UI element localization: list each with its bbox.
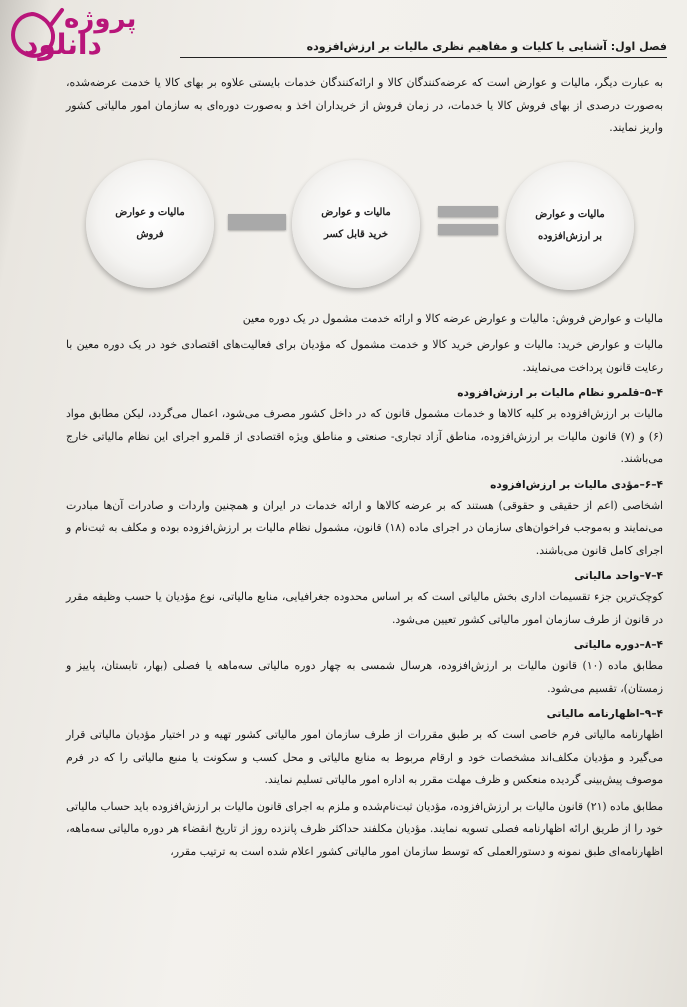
vat-label-1: مالیات و عوارض	[535, 208, 605, 220]
section-tax-period-paragraph: مطابق ماده (۱۰) قانون مالیات بر ارزش‌افزوده، هرسال شمسی به چهار دوره مالیاتی سه‌ماهه یا فصلی (بهار، تابستان، پاییز و زمستان)، تقسیم می‌شود.	[66, 659, 663, 695]
section-heading-tax-period: ۴–۸–دوره مالیاتی	[573, 639, 663, 651]
logo-text-bottom: دانلود	[24, 28, 102, 61]
equals-sign-top-bar-icon	[438, 206, 498, 217]
section-taxpayer-paragraph: اشخاصی (اعم از حقیقی و حقوقی) هستند که بر عرضه کالاها و ارائه خدمات در ایران و همچنین واردات و صادرات آن‌ها مبادرت می‌نمایند و به‌موجب فراخوان‌های سازمان در اجرای ماده (۱۸) قانون، مشمول نظام مالیات بر ارزش‌افزوده بوده و مکلف به ثبت‌نام و اجرای کامل قانون می‌باشند.	[66, 498, 663, 557]
sales-tax-label-1: مالیات و عوارض	[115, 206, 185, 218]
section-scope-paragraph: مالیات بر ارزش‌افزوده بر کلیه کالاها و خدمات مشمول قانون که در داخل کشور مصرف می‌شود، اعمال می‌گردد، لیکن مطابق مواد (۶) و (۷) قانون مالیات بر ارزش‌افزوده، مناطق آزاد تجاری- صنعتی و مناطق ویژه اقتصادی از قلمرو اجرای این نظام مالیاتی خارج می‌باشند.	[66, 407, 663, 465]
purchase-tax-definition: مالیات و عوارض خرید: مالیات و عوارض خرید کالا و خدمت مشمول که مؤدیان برای فعالیت‌های اقتصادی خود در یک دوره معین با رعایت قانون پرداخت می‌نمایند.	[66, 338, 663, 374]
minus-sign-icon	[228, 214, 286, 230]
section-tax-return-paragraph-2: مطابق ماده (۲۱) قانون مالیات بر ارزش‌افزوده، مؤدیان ثبت‌نام‌شده و ملزم به اجرای قانون مالیات بر ارزش‌افزوده باید حساب مالیاتی خود را از طریق ارائه اظهارنامه فصلی تسویه نمایند. مؤدیان مکلفند حداکثر ظرف پانزده روز از تاریخ انقضاء هر دوره مالیاتی سه‌ماهه، اظهارنامه‌ای طبق نمونه و دستورالعملی که توسط سازمان امور مالیاتی کشور اعلام شده است به ترتیب مقرر،	[66, 799, 663, 858]
sales-tax-label-2: فروش	[136, 228, 164, 240]
site-logo	[4, 2, 164, 68]
page-content	[66, 72, 663, 867]
chapter-header: فصل اول: آشنایی با کلیات و مفاهیم نظری مالیات بر ارزش‌افزوده	[180, 40, 667, 58]
section-heading-tax-return: ۴–۹–اظهارنامه مالیاتی	[546, 708, 663, 720]
logo-text-top: پروژه	[64, 4, 137, 34]
equals-sign-bottom-bar-icon	[438, 224, 498, 235]
vat-label-2: بر ارزش‌افزوده	[537, 230, 603, 242]
section-heading-scope: ۴–۵–قلمرو نظام مالیات بر ارزش‌افزوده	[457, 387, 663, 399]
section-tax-return-paragraph-1: اظهارنامه مالیاتی فرم خاصی است که بر طبق مقررات از طرف سازمان امور مالیاتی کشور تهیه و در اختیار مؤدیان مالیاتی قرار می‌گیرد و مؤدیان مکلف‌اند مشخصات خود و ارقام مربوط به منابع مالیاتی و محل کسب و سکونت یا منبع مالیاتی را که در فرم موصوف پیش‌بینی گردیده منعکس و ظرف مهلت مقرر به اداره امور مالیاتی تسلیم نمایند.	[66, 728, 663, 786]
sales-tax-circle	[86, 160, 214, 288]
purchase-tax-circle	[292, 160, 420, 288]
intro-paragraph: به عبارت دیگر، مالیات و عوارض است که عرضه‌کنندگان کالا و ارائه‌کنندگان خدمات بایستی علاوه بر بهای کالا یا خدمت عرضه‌شده، به‌صورت درصدی از بهای فروش کالا یا خدمات، در زمان فروش از خریداران اخذ و به‌صورت دوره‌ای به سازمان امور مالیاتی کشور واریز نمایند.	[66, 76, 663, 134]
vat-formula-diagram	[66, 154, 663, 302]
section-tax-unit-paragraph: کوچک‌ترین جزء تقسیمات اداری بخش مالیاتی است که بر اساس محدوده جغرافیایی، منابع مالیاتی، نوع مؤدیان یا حسب وظیفه مقرر در قانون از طرف سازمان امور مالیاتی کشور تعیین می‌شود.	[66, 590, 663, 626]
vat-circle	[506, 162, 634, 290]
section-heading-tax-unit: ۴–۷–واحد مالیاتی	[574, 570, 663, 582]
section-heading-taxpayer: ۴–۶–مؤدی مالیات بر ارزش‌افزوده	[490, 478, 663, 491]
sales-tax-definition: مالیات و عوارض فروش: مالیات و عوارض عرضه کالا و ارائه خدمت مشمول در یک دوره معین	[242, 311, 663, 325]
purchase-tax-label-2: خرید قابل کسر	[323, 228, 389, 240]
purchase-tax-label-1: مالیات و عوارض	[321, 206, 391, 218]
